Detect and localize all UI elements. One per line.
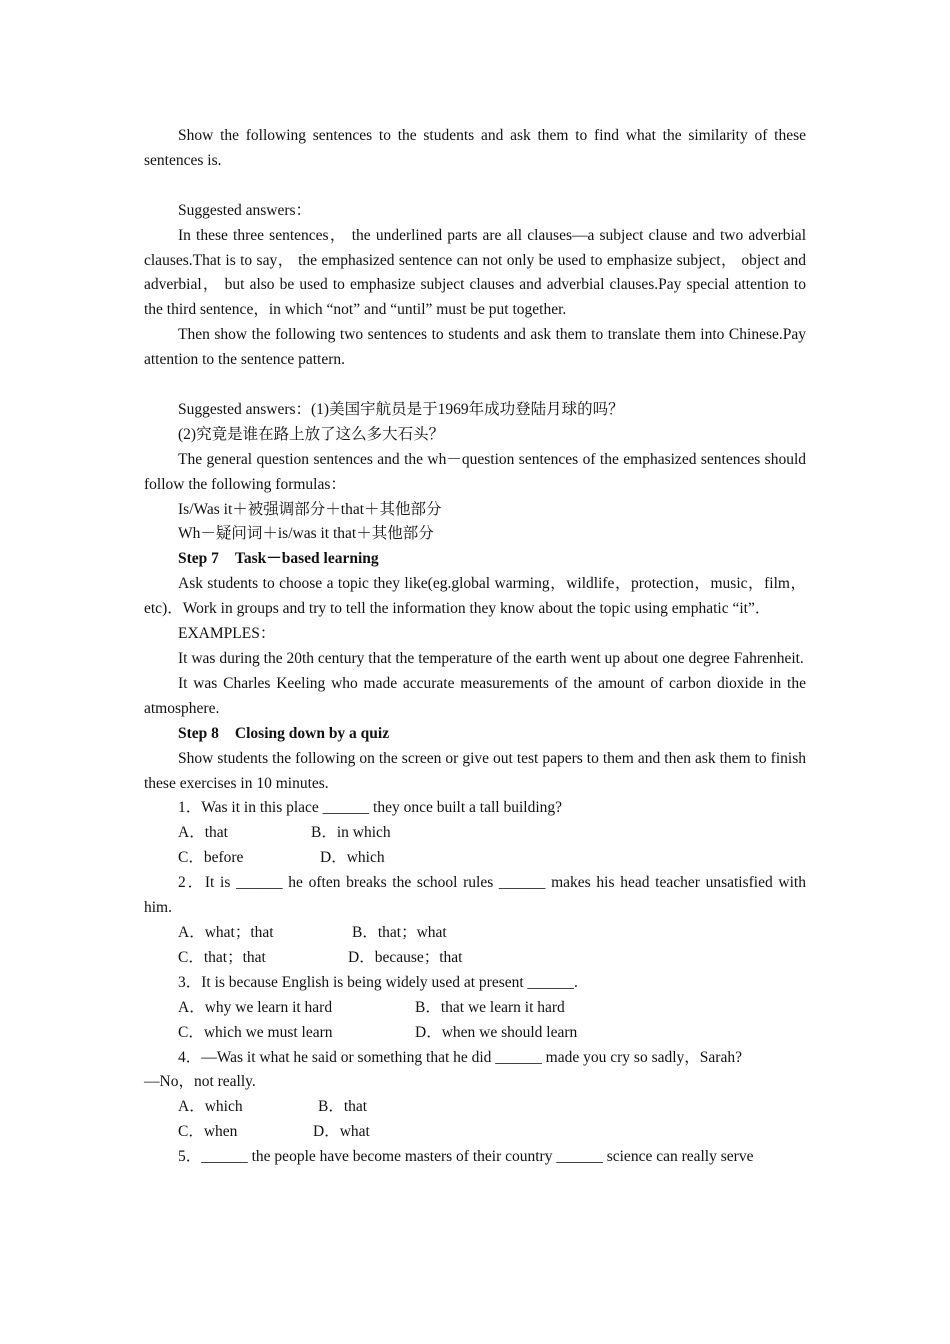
paragraph: The general question sentences and the wh－question sentences of the emphasized sentences should follow the following formulas： [144, 450, 806, 493]
quiz-options [144, 996, 806, 1021]
quiz-question: 3．It is because English is being widely used at present ______. [178, 973, 578, 991]
paragraph: Ask students to choose a topic they like(eg.global warming，wildlife，protection，music，film，etc)．Work in groups and try to tell the information they know about the topic using emphatic “it”． [144, 575, 806, 618]
step-heading [144, 547, 806, 572]
blank-line [144, 373, 806, 398]
step-number: Step 7 [178, 550, 219, 568]
quiz-options [144, 846, 806, 871]
paragraph: EXAMPLES： [178, 625, 276, 643]
option: D．because；that [348, 948, 463, 966]
quiz-options [144, 946, 806, 971]
step-title: Task－based learning [234, 550, 379, 568]
paragraph: Suggested answers： [178, 201, 312, 219]
paragraph: Show students the following on the screen or give out test papers to them and then ask them to finish these exercises in 10 minutes. [144, 749, 806, 792]
option: B．in which [311, 824, 391, 842]
quiz-options [144, 1120, 806, 1145]
option: A．what；that [178, 923, 274, 941]
option: C．when [178, 1123, 238, 1141]
step-title: Closing down by a quiz [234, 724, 390, 742]
quiz-question: 5．______ the people have become masters of their country ______ science can really serve [178, 1148, 754, 1166]
quiz-options [144, 821, 806, 846]
quiz-question: 4．—Was it what he said or something that he did ______ made you cry so sadly，Sarah? [178, 1048, 742, 1066]
option: D．which [320, 849, 385, 867]
document-page [144, 124, 806, 1170]
quiz-options [144, 1095, 806, 1120]
paragraph: Show the following sentences to the students and ask them to find what the similarity of these sentences is. [144, 127, 806, 169]
option: D．what [313, 1123, 370, 1141]
step-heading [144, 722, 806, 747]
paragraph: It was Charles Keeling who made accurate measurements of the amount of carbon dioxide in the atmosphere. [144, 674, 806, 717]
step-number: Step 8 [178, 724, 219, 742]
option: B．that we learn it hard [415, 998, 565, 1016]
formula-line: Is/Was it＋被强调部分＋that＋其他部分 [178, 500, 442, 518]
quiz-options [144, 921, 806, 946]
option: A．that [178, 824, 228, 842]
paragraph: In these three sentences， the underlined parts are all clauses—a subject clause and two adverbial clauses.That is to say， the emphasized sentence can not only be used to emphasize subject， object and adverbial， but also be used to emphasize subject clauses and adverbial clauses.Pay special attention to the third sentence，in which “not” and “until” must be put together. [144, 226, 806, 319]
option: B．that [318, 1098, 368, 1116]
quiz-reply: —No，not really. [144, 1073, 256, 1091]
option: C．before [178, 849, 244, 867]
formula-line: Wh－疑问词＋is/was it that＋其他部分 [178, 525, 434, 543]
option: D．when we should learn [415, 1023, 578, 1041]
paragraph: It was during the 20th century that the temperature of the earth went up about one degree Fahrenheit. [178, 650, 804, 667]
paragraph: (2)究竟是谁在路上放了这么多大石头？ [178, 425, 445, 443]
quiz-question: 2．It is ______ he often breaks the school rules ______ makes his head teacher unsatisfied with him. [144, 874, 806, 917]
paragraph: Then show the following two sentences to students and ask them to translate them into Chinese.Pay attention to the sentence pattern. [144, 326, 806, 369]
quiz-question: 1．Was it in this place ______ they once built a tall building? [178, 799, 563, 817]
option: A．why we learn it hard [178, 998, 333, 1016]
paragraph: Suggested answers：(1)美国宇航员是于1969年成功登陆月球的吗？ [178, 400, 624, 418]
blank-line [144, 174, 806, 199]
option: A．which [178, 1098, 243, 1116]
option: C．which we must learn [178, 1023, 333, 1041]
quiz-options [144, 1021, 806, 1046]
option: C．that；that [178, 948, 266, 966]
option: B．that；what [352, 923, 447, 941]
